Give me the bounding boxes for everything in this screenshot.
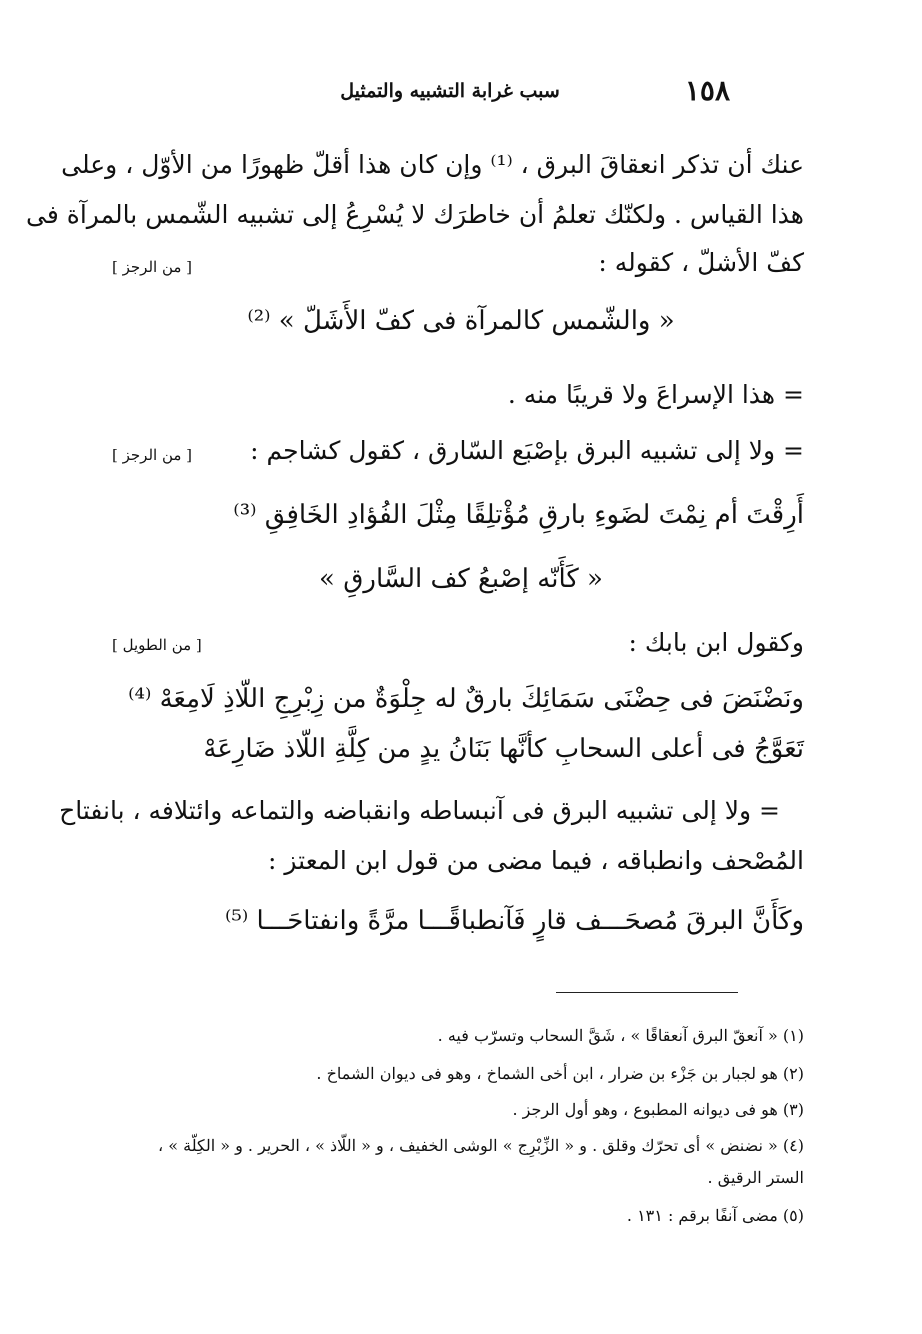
paragraph-line: وكقول ابن بابك : (628, 628, 804, 657)
footnote: (٥) مضى آنفًا برقم : ١٣١ . (626, 1206, 804, 1225)
running-title: سبب غرابة التشبيه والتمثيل (340, 80, 560, 102)
paragraph-line: كفّ الأشلّ ، كقوله : (598, 248, 804, 277)
footnote: الستر الرقيق . (707, 1168, 804, 1187)
paragraph-line: هذا القياس . ولكنّك تعلمُ أن خاطرَك لا يُسْرِعُ إلى تشبيه الشّمس بالمرآة فى (26, 200, 804, 229)
verse-line: « والشّمس كالمرآة فى كفّ الأَشَلّ » ⁽²⁾ (247, 306, 675, 336)
paragraph-line: = هذا الإسراعَ ولا قريبًا منه . (507, 380, 804, 409)
verse-line: وكَأَنَّ البرقَ مُصحَـــف قارٍ فَآنطباقًـــا مرَّةً وانفتاحَـــا ⁽⁵⁾ (224, 906, 804, 936)
paragraph-line: المُصْحف وانطباقه ، فيما مضى من قول ابن المعتز : (268, 846, 804, 875)
footnote: (٣) هو فى ديوانه المطبوع ، وهو أول الرجز . (512, 1100, 804, 1119)
footnote: (٢) هو لجبار بن جَزْء بن ضرار ، ابن أخى الشماخ ، وهو فى ديوان الشماخ . (316, 1064, 804, 1083)
meter-label: [ من الرجز ] (112, 446, 193, 464)
paragraph-line: = ولا إلى تشبيه البرق بإصْبَع السّارق ، كقول كشاجم : (250, 436, 804, 465)
footnote: (٤) « نضنض » أى تحرّك وقلق . و « الزِّبْرِج » الوشى الخفيف ، و « اللّاذ » ، الحرير . و « الكِلّة » ، (157, 1136, 804, 1155)
footnote-separator (556, 992, 738, 993)
verse-line: ونَضْنَضَ فى حِضْنَى سَمَائِكَ بارقٌ له جِلْوَةٌ من زِبْرِجِ اللّاذِ لَامِعَهْ ⁽⁴⁾ (128, 684, 804, 714)
paragraph-line: = ولا إلى تشبيه البرق فى آنبساطه وانقباضه والتماعه وائتلافه ، بانفتاح (59, 796, 780, 825)
page-number: ١٥٨ (684, 74, 730, 107)
footnote: (١) « آنعقّ البرق آنعقاقًا » ، شَقَّ السحاب وتسرّب فيه . (437, 1026, 804, 1045)
paragraph-line: عنك أن تذكر انعقاقَ البرق ، ⁽¹⁾ وإن كان هذا أقلّ ظهورًا من الأوّل ، وعلى (61, 150, 804, 179)
meter-label: [ من الرجز ] (112, 258, 193, 276)
verse-line: « كَأَنّه إصْبعُ كف السَّارقِ » (319, 564, 603, 594)
verse-line: تَعَوَّجُ فى أعلى السحابِ كأنَّها بَنَانُ يدٍ من كِلَّةِ اللّاذ ضَارِعَهْ (203, 734, 804, 764)
verse-line: أَرِقْتَ أم نِمْتَ لضَوءِ بارقِ مُؤْتلِقًا مِثْلَ الفُؤادِ الخَافِقِ ⁽³⁾ (233, 500, 804, 530)
meter-label: [ من الطويل ] (112, 636, 202, 654)
